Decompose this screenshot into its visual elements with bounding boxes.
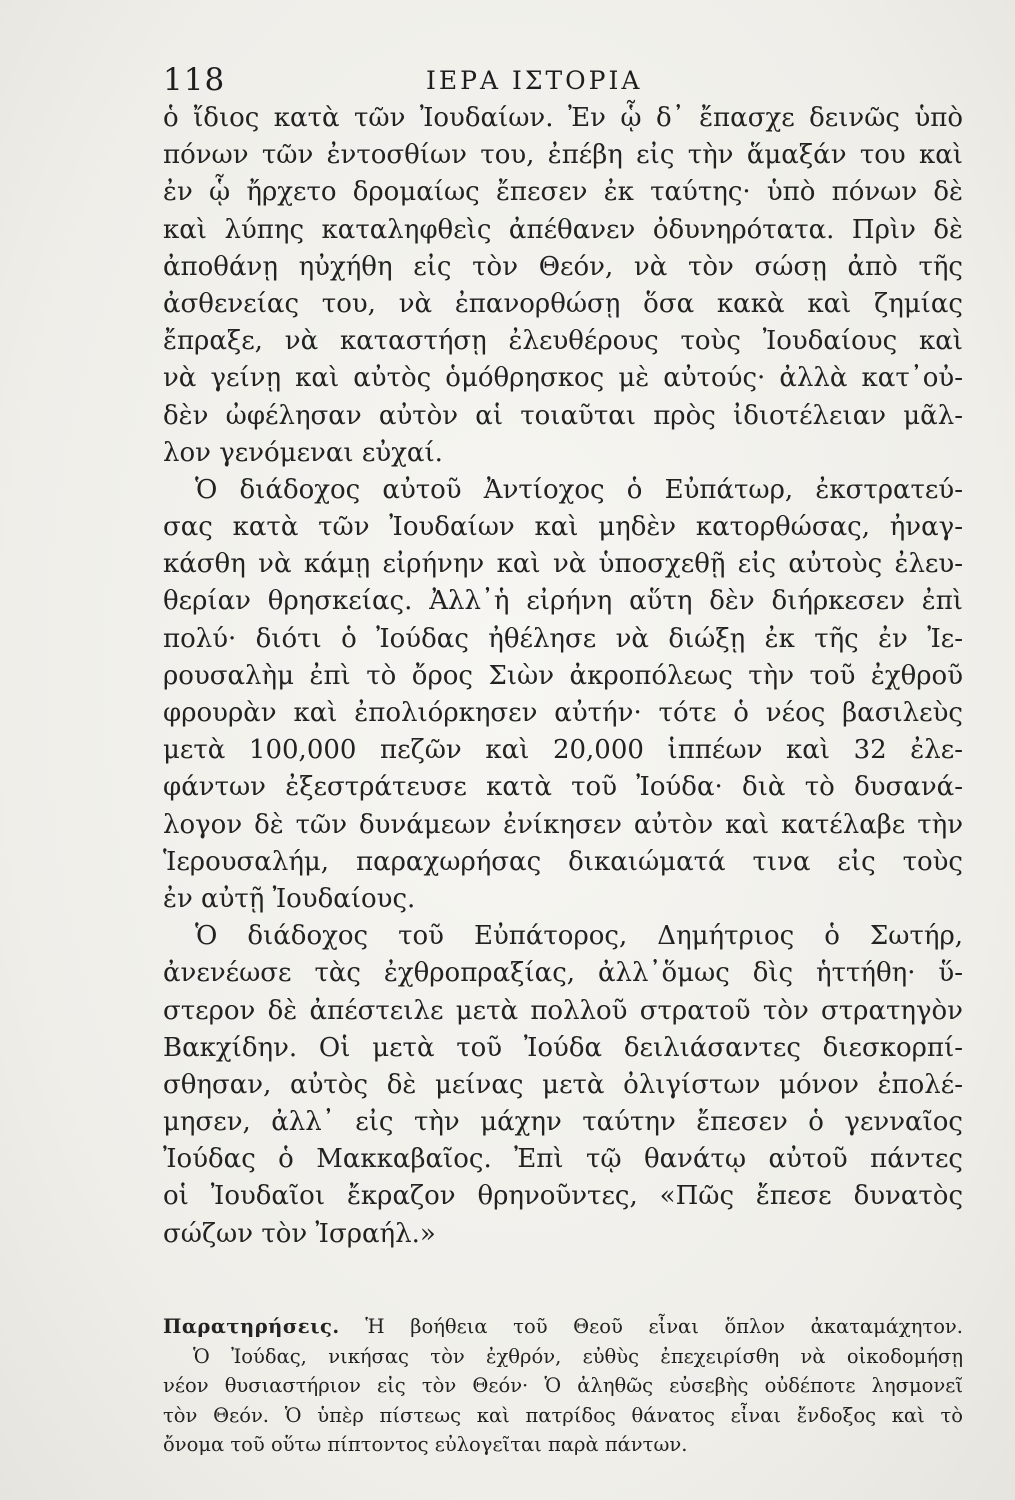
text-line: λογον δὲ τῶν δυνάμεων ἐνίκησεν αὐτὸν καὶ κατέλαβε τὴν	[163, 809, 963, 840]
text-line: ρουσαλὴμ ἐπὶ τὸ ὄρος Σιὼν ἀκροπόλεως τὴν τοῦ ἐχθροῦ	[163, 660, 963, 691]
text-line: θερίαν θρησκείας. Ἀλλ᾽ἡ εἰρήνη αὕτη δὲν διήρκεσεν ἐπὶ	[163, 586, 963, 617]
main-text	[163, 100, 963, 1253]
text-line: φάντων ἐξεστράτευσε κατὰ τοῦ Ἰούδα· διὰ τὸ δυσανά-	[163, 772, 963, 803]
text-line: ἐν αὐτῇ Ἰουδαίους.	[163, 883, 416, 914]
page-header	[163, 62, 963, 102]
text-line: σας κατὰ τῶν Ἰουδαίων καὶ μηδὲν κατορθώσας, ἠναγ-	[163, 512, 963, 543]
text-line: σθησαν, αὐτὸς δὲ μείνας μετὰ ὀλιγίστων μόνον ἐπολέ-	[163, 1069, 963, 1100]
notes-line: ὄνομα τοῦ οὕτω πίπτοντος εὐλογεῖται παρὰ πάντων.	[163, 1433, 688, 1457]
text-line: στερον δὲ ἀπέστειλε μετὰ πολλοῦ στρατοῦ τὸν στρατηγὸν	[163, 995, 963, 1026]
notes-first-line	[163, 1312, 963, 1342]
text-line: λον γενόμεναι εὐχαί.	[163, 437, 443, 468]
text-line: δὲν ὠφέλησαν αὐτὸν αἱ τοιαῦται πρὸς ἰδιοτέλειαν μᾶλ-	[163, 400, 963, 431]
text-line: Ἰούδας ὁ Μακκαβαῖος. Ἐπὶ τῷ θανάτῳ αὐτοῦ πάντες	[163, 1144, 963, 1175]
text-line: ἀσθενείας του, νὰ ἐπανορθώσῃ ὅσα κακὰ καὶ ζημίας	[163, 288, 963, 319]
text-line: πολύ· διότι ὁ Ἰούδας ἠθέλησε νὰ διώξῃ ἐκ τῆς ἐν Ἰε-	[163, 623, 963, 654]
text-line: νὰ γείνῃ καὶ αὐτὸς ὁμόθρησκος μὲ αὐτούς· ἀλλὰ κατ᾽οὐ-	[163, 363, 963, 394]
text-line: ἀνενέωσε τὰς ἐχθροπραξίας, ἀλλ᾽ὅμως δὶς ἡττήθη· ὕ-	[163, 958, 963, 989]
notes-line: νέον θυσιαστήριον εἰς τὸν Θεόν· Ὁ ἀληθῶς εὐσεβὴς οὐδέποτε λησμονεῖ	[163, 1374, 963, 1398]
text-line: ἔπραξε, νὰ καταστήσῃ ἐλευθέρους τοὺς Ἰουδαίους καὶ	[163, 326, 963, 357]
notes-line: Ὁ Ἰούδας, νικήσας τὸν ἐχθρόν, εὐθὺς ἐπεχειρίσθη νὰ οἰκοδομήσῃ	[193, 1344, 963, 1368]
text-line: καὶ λύπης καταληφθεὶς ἀπέθανεν ὀδυνηρότατα. Πρὶν δὲ	[163, 214, 963, 245]
text-line: μετὰ 100,000 πεζῶν καὶ 20,000 ἱππέων καὶ 32 ἐλε-	[163, 735, 963, 766]
running-title: ΙΕΡΑ ΙΣΤΟΡΙΑ	[426, 66, 643, 95]
notes-section	[163, 1312, 963, 1460]
page-number: 118	[163, 62, 226, 98]
text-line: οἱ Ἰουδαῖοι ἔκραζον θρηνοῦντες, «Πῶς ἔπεσε δυνατὸς	[163, 1181, 963, 1212]
text-line: Ἱερουσαλήμ, παραχωρήσας δικαιώματά τινα εἰς τοὺς	[163, 846, 963, 877]
text-line: ὁ ἴδιος κατὰ τῶν Ἰουδαίων. Ἐν ᾧ δ᾽ ἔπασχε δεινῶς ὑπὸ	[163, 103, 963, 133]
text-line: φρουρὰν καὶ ἐπολιόρκησεν αὐτήν· τότε ὁ νέος βασιλεὺς	[163, 698, 963, 728]
text-line: ἀποθάνῃ ηὐχήθη εἰς τὸν Θεόν, νὰ τὸν σώσῃ ἀπὸ τῆς	[163, 251, 963, 282]
notes-label: Παρατηρήσεις.	[163, 1315, 340, 1338]
text-line: μησεν, ἀλλ᾽ εἰς τὴν μάχην ταύτην ἔπεσεν ὁ γενναῖος	[163, 1107, 963, 1138]
notes-line: τὸν Θεόν. Ὁ ὑπὲρ πίστεως καὶ πατρίδος θάνατος εἶναι ἔνδοξος καὶ τὸ	[163, 1403, 963, 1427]
text-line: ἐν ᾧ ἤρχετο δρομαίως ἔπεσεν ἐκ ταύτης· ὑπὸ πόνων δὲ	[163, 177, 963, 208]
text-line: σώζων τὸν Ἰσραήλ.»	[163, 1218, 436, 1249]
notes-text: Ἡ βοήθεια τοῦ Θεοῦ εἶναι ὅπλον ἀκαταμάχητον.	[365, 1315, 963, 1338]
text-line: κάσθη νὰ κάμῃ εἰρήνην καὶ νὰ ὑποσχεθῇ εἰς αὐτοὺς ἐλευ-	[163, 549, 963, 580]
text-line: πόνων τῶν ἐντοσθίων του, ἐπέβη εἰς τὴν ἅμαξάν του καὶ	[163, 140, 963, 171]
text-line: Βακχίδην. Οἱ μετὰ τοῦ Ἰούδα δειλιάσαντες διεσκορπί-	[163, 1032, 963, 1063]
paragraph-start-line: Ὁ διάδοχος τοῦ Εὐπάτορος, Δημήτριος ὁ Σωτήρ,	[195, 921, 963, 952]
paragraph-start-line: Ὁ διάδοχος αὐτοῦ Ἀντίοχος ὁ Εὐπάτωρ, ἐκστρατεύ-	[195, 474, 963, 505]
